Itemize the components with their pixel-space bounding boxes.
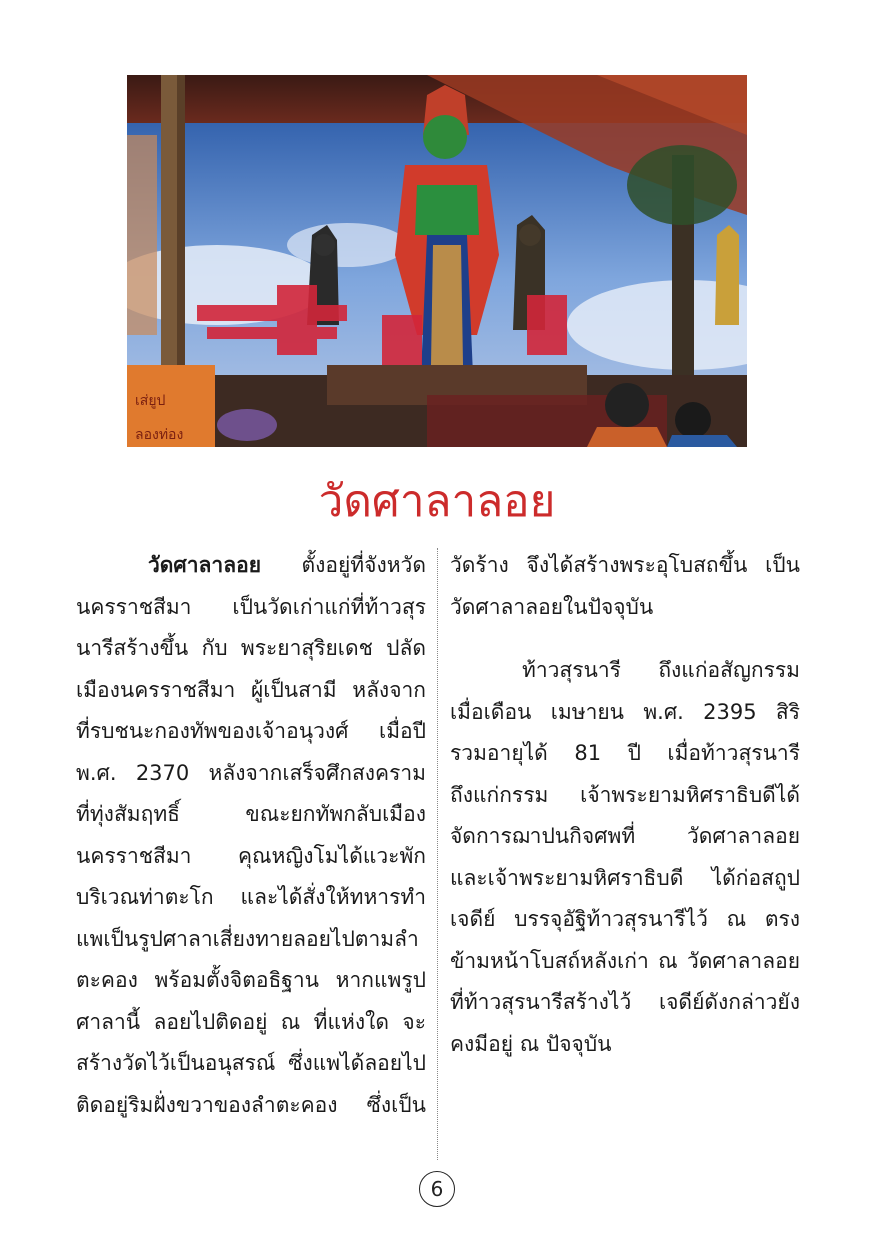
- page-title: วัดศาลาลอย: [318, 476, 556, 527]
- text-line: ศาลานี้ ลอยไปติดอยู่ ณ ที่แห่งใด จะ: [76, 1009, 426, 1034]
- text-line: ที่ทุ่งสัมฤทธิ์ ขณะยกทัพกลับเมือง: [76, 802, 426, 826]
- lead-bold-term: วัดศาลาลอย: [148, 553, 261, 577]
- sign-text-2: ลองท่อง: [135, 427, 184, 443]
- temple-giant-statue-photo: [127, 75, 747, 447]
- left-text-column: [76, 545, 426, 1126]
- text-line: สร้างวัดไว้เป็นอนุสรณ์ ซึ่งแพได้ลอยไป: [76, 1051, 426, 1075]
- text-line: วัดร้าง จึงได้สร้างพระอุโบสถขึ้น เป็น: [450, 553, 800, 577]
- right-text-column: [450, 545, 800, 1065]
- text-line: นครราชสีมา เป็นวัดเก่าแก่ที่ท้าวสุร: [76, 594, 426, 619]
- text-line: นารีสร้างขึ้น กับ พระยาสุริยเดช ปลัด: [76, 636, 426, 660]
- text-line: [76, 545, 426, 587]
- text-line: พ.ศ. 2370 หลังจากเสร็จศึกสงคราม: [76, 760, 426, 785]
- text-line-part: ตั้งอยู่ที่จังหวัด: [261, 553, 426, 577]
- text-line: เจดีย์ บรรจุอัฐิท้าวสุรนารีไว้ ณ ตรง: [450, 907, 800, 931]
- text-line: ติดอยู่ริมฝั่งขวาของลำตะคอง ซึ่งเป็น: [76, 1092, 426, 1117]
- text-line: ที่ท้าวสุรนารีสร้างไว้ เจดีย์ดังกล่าวยัง: [450, 990, 800, 1014]
- text-line: เมื่อเดือน เมษายน พ.ศ. 2395 สิริ: [450, 699, 800, 724]
- column-divider: [437, 548, 438, 1160]
- text-line: ตะคอง พร้อมตั้งจิตอธิฐาน หากแพรูป: [76, 968, 426, 992]
- text-line: แพเป็นรูปศาลาเสี่ยงทายลอยไปตามลำ: [76, 926, 419, 951]
- text-line: บริเวณท่าตะโก และได้สั่งให้ทหารทำ: [76, 885, 426, 909]
- page-number: 6: [419, 1171, 455, 1207]
- text-line: จัดการฌาปนกิจศพที่ วัดศาลาลอย: [450, 824, 800, 848]
- sign-text-1: เส่ยูป: [135, 393, 166, 409]
- text-line: และเจ้าพระยามหิศราธิบดี ได้ก่อสถูป: [450, 865, 800, 890]
- text-line: ข้ามหน้าโบสถ์หลังเก่า ณ วัดศาลาลอย: [450, 948, 800, 973]
- text-line: คงมีอยู่ ณ ปัจจุบัน: [450, 1031, 612, 1056]
- text-line: วัดศาลาลอยในปัจจุบัน: [450, 594, 654, 619]
- text-line: ท้าวสุรนารี ถึงแก่อสัญกรรม: [522, 658, 800, 682]
- text-line: นครราชสีมา คุณหญิงโมได้แวะพัก: [76, 843, 426, 868]
- text-line: ที่รบชนะกองทัพของเจ้าอนุวงศ์ เมื่อปี: [76, 719, 426, 743]
- text-line: เมืองนครราชสีมา ผู้เป็นสามี หลังจาก: [76, 677, 426, 702]
- text-line: ถึงแก่กรรม เจ้าพระยามหิศราธิบดีได้: [450, 782, 800, 807]
- text-line: รวมอายุได้ 81 ปี เมื่อท้าวสุรนารี: [450, 741, 800, 765]
